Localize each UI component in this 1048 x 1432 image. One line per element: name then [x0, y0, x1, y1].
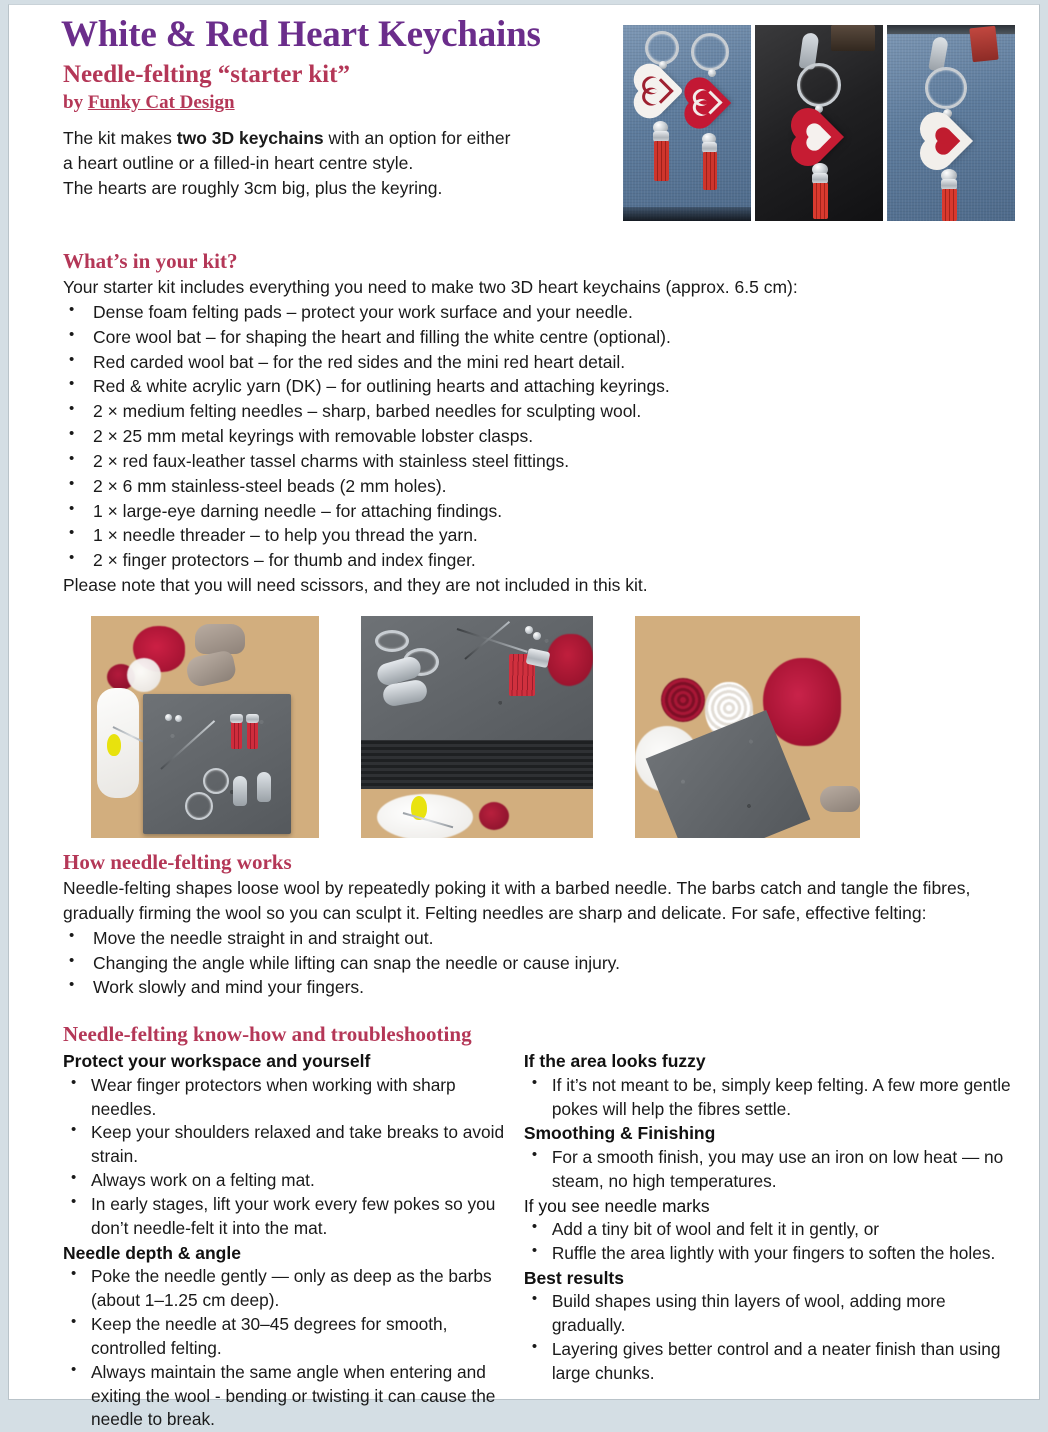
document-page	[8, 4, 1040, 1430]
group-heading-needle-depth-angle: Needle depth & angle	[63, 1242, 241, 1263]
section-troubleshooting	[31, 1022, 1017, 1432]
byline-author: Funky Cat Design	[87, 91, 235, 113]
list-item: • 2 × red faux-leather tassel charms with stainless steel fittings.	[63, 449, 1017, 474]
kit-scissors-note: Please note that you will need scissors, and they are not included in this kit.	[63, 575, 648, 596]
group-list-area-looks-fuzzy	[524, 1074, 1017, 1122]
byline-prefix: by	[63, 91, 88, 113]
troubleshooting-columns	[31, 1049, 1017, 1432]
group-heading-area-looks-fuzzy: If the area looks fuzzy	[523, 1051, 706, 1072]
section-whats-in-your-kit	[31, 249, 1017, 598]
list-item: • Always maintain the same angle when entering and exiting the wool - bending or twisting it can cause the needle to break.	[63, 1361, 512, 1432]
intro-text-a: The kit makes	[63, 127, 177, 148]
hero-photo-strip	[623, 25, 1015, 221]
group-list-best-results	[524, 1290, 1017, 1385]
list-item: • Dense foam felting pads – protect your work surface and your needle.	[63, 300, 1017, 325]
how-section-list	[63, 926, 1017, 1001]
list-item: • Keep your shoulders relaxed and take breaks to avoid strain.	[63, 1121, 512, 1169]
list-item: • 2 × 25 mm metal keyrings with removable lobster clasps.	[63, 424, 1017, 449]
kit-section-intro: Your starter kit includes everything you need to make two 3D heart keychains (approx. 6.5 cm):	[63, 277, 798, 297]
intro-paragraph	[63, 126, 583, 201]
list-item: • Red & white acrylic yarn (DK) – for outlining hearts and attaching keyrings.	[63, 374, 1017, 399]
list-item: • Build shapes using thin layers of wool, adding more gradually.	[524, 1290, 1017, 1338]
troubleshooting-left-column	[63, 1049, 512, 1432]
list-item: • 2 × 6 mm stainless-steel beads (2 mm holes).	[63, 474, 1017, 499]
group-heading-smoothing-finishing: Smoothing & Finishing	[523, 1123, 716, 1144]
list-item: • 2 × finger protectors – for thumb and index finger.	[63, 548, 1017, 573]
group-heading-protect-workspace: Protect your workspace and yourself	[63, 1051, 371, 1072]
group-heading-best-results: Best results	[523, 1267, 624, 1288]
list-item: • Keep the needle at 30–45 degrees for smooth, controlled felting.	[63, 1313, 512, 1361]
list-item: • For a smooth finish, you may use an iron on low heat — no steam, no high temperatures.	[524, 1146, 1017, 1194]
list-item: • Always work on a felting mat.	[63, 1169, 512, 1193]
list-item: • Changing the angle while lifting can snap the needle or cause injury.	[63, 951, 1017, 976]
photo-keyrings-clasps-and-tassels-closeup	[361, 616, 593, 838]
list-item: • In early stages, lift your work every few pokes so you don’t needle-felt it into the mat.	[63, 1193, 512, 1241]
document-header	[31, 15, 1017, 221]
group-list-protect-workspace	[63, 1074, 512, 1241]
photo-kit-contents-on-foam-pad	[91, 616, 319, 838]
list-item: • Layering gives better control and a neater finish than using large chunks.	[524, 1338, 1017, 1386]
intro-text-c: with an option for either	[323, 127, 511, 148]
photo-wool-yarn-and-felting-mat	[635, 616, 860, 838]
page-title: White & Red Heart Keychains	[61, 14, 541, 55]
intro-line-3: The hearts are roughly 3cm big, plus the keyring.	[63, 177, 443, 198]
list-item: • 1 × needle threader – to help you thread the yarn.	[63, 523, 1017, 548]
group-list-needle-depth-angle	[63, 1265, 512, 1432]
photo-two-heart-keychains-on-denim	[623, 25, 751, 221]
group-heading-needle-marks: If you see needle marks	[523, 1195, 710, 1216]
group-list-smoothing-finishing	[524, 1146, 1017, 1194]
how-section-heading: How needle-felting works	[63, 849, 292, 874]
photo-red-heart-keychain-on-black-bag	[755, 25, 883, 221]
list-item: • 2 × medium felting needles – sharp, barbed needles for sculpting wool.	[63, 399, 1017, 424]
photo-white-heart-keychain-on-denim-bag	[887, 25, 1015, 221]
page-subtitle: Needle-felting “starter kit”	[63, 60, 350, 88]
list-item: • If it’s not meant to be, simply keep felting. A few more gentle pokes will help the fibres settle.	[524, 1074, 1017, 1122]
troubleshooting-heading: Needle-felting know-how and troubleshooting	[63, 1022, 472, 1047]
list-item: • Red carded wool bat – for the red sides and the mini red heart detail.	[63, 350, 1017, 375]
list-item: • Core wool bat – for shaping the heart and filling the white centre (optional).	[63, 325, 1017, 350]
kit-items-list	[63, 300, 1017, 573]
list-item: • Add a tiny bit of wool and felt it in gently, or	[524, 1218, 1017, 1242]
troubleshooting-right-column	[524, 1049, 1017, 1432]
list-item: • Move the needle straight in and straight out.	[63, 926, 1017, 951]
kit-section-heading: What’s in your kit?	[63, 249, 238, 273]
how-section-paragraph: Needle-felting shapes loose wool by repeatedly poking it with a barbed needle. The barbs catch and tangle the fibres, gradually firming the wool so you can sculpt it. Felting needles are sharp and delicate. For safe, effective felting:	[63, 877, 971, 923]
list-item: • Poke the needle gently — only as deep as the barbs (about 1–1.25 cm deep).	[63, 1265, 512, 1313]
section-how-needle-felting-works	[31, 850, 1017, 1000]
kit-photo-strip	[91, 616, 1017, 838]
list-item: • Wear finger protectors when working with sharp needles.	[63, 1074, 512, 1122]
group-list-needle-marks	[524, 1218, 1017, 1266]
list-item: • Ruffle the area lightly with your fingers to soften the holes.	[524, 1242, 1017, 1266]
intro-text-bold: two 3D keychains	[176, 127, 324, 148]
list-item: • Work slowly and mind your fingers.	[63, 975, 1017, 1000]
list-item: • 1 × large-eye darning needle – for attaching findings.	[63, 499, 1017, 524]
intro-line-2: a heart outline or a filled-in heart centre style.	[63, 152, 414, 173]
